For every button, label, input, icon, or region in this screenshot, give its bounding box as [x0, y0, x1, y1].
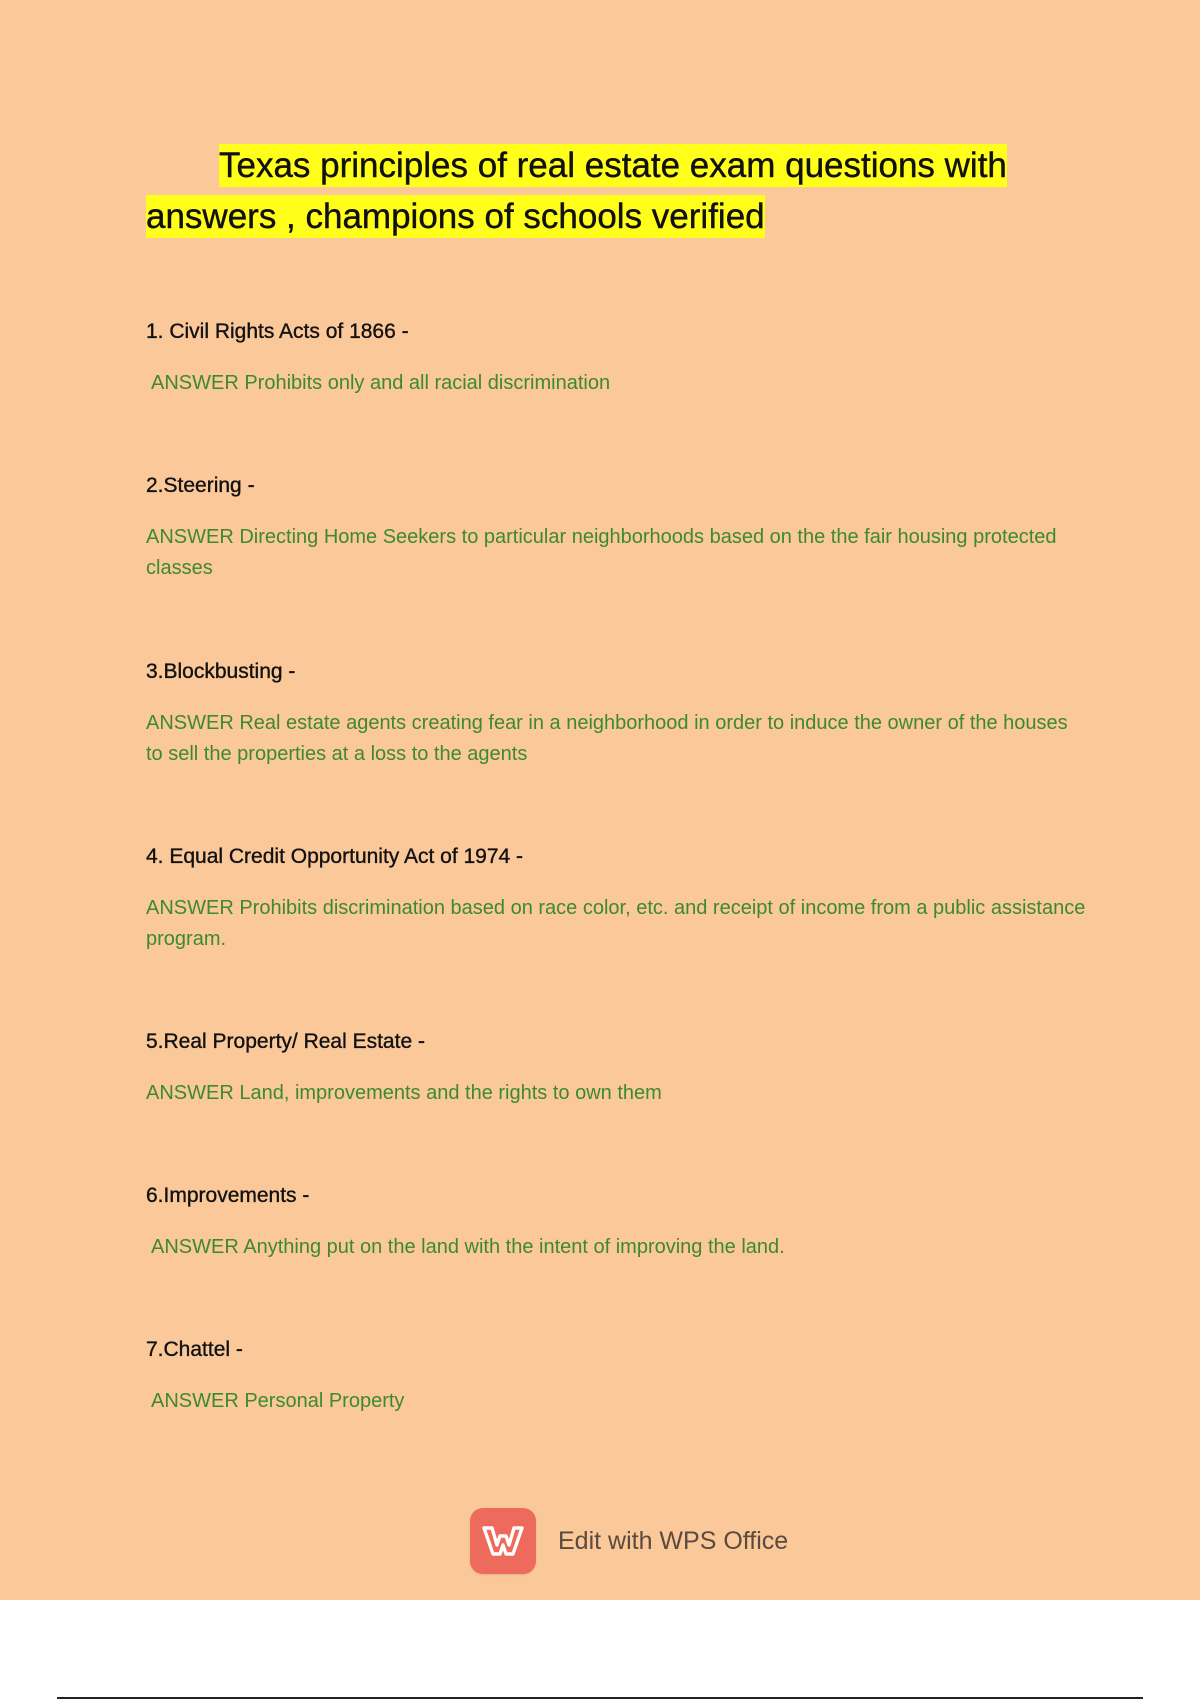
question-text: 1. Civil Rights Acts of 1866 -	[146, 320, 409, 343]
qa-item-1	[146, 318, 1086, 399]
qa-item-5	[146, 1028, 1086, 1109]
answer-text: ANSWER Prohibits discrimination based on race color, etc. and receipt of income from a public assistance program.	[146, 897, 1086, 950]
document-title	[146, 140, 1076, 242]
wps-office-logo-icon	[470, 1508, 536, 1574]
footer-divider	[57, 1697, 1143, 1699]
wps-badge-label: Edit with WPS Office	[558, 1526, 789, 1555]
answer-text: ANSWER Anything put on the land with the intent of improving the land.	[151, 1236, 785, 1258]
qa-item-7	[146, 1336, 1086, 1417]
qa-item-4	[146, 843, 1086, 955]
question-text: 2.Steering -	[146, 474, 255, 497]
answer-text: ANSWER Real estate agents creating fear in a neighborhood in order to induce the owner of the houses to sell the properties at a loss to the agents	[146, 712, 1068, 765]
answer-text: ANSWER Prohibits only and all racial discrimination	[151, 372, 611, 394]
answer-text: ANSWER Directing Home Seekers to particular neighborhoods based on the the fair housing protected classes	[146, 526, 1057, 579]
answer-text: ANSWER Personal Property	[151, 1390, 405, 1412]
question-text: 4. Equal Credit Opportunity Act of 1974 -	[146, 845, 524, 868]
qa-item-2	[146, 472, 1086, 584]
title-highlight: Texas principles of real estate exam questions with answers , champions of schools verified	[146, 146, 1007, 236]
answer-text: ANSWER Land, improvements and the rights to own them	[146, 1082, 662, 1104]
qa-item-3	[146, 658, 1086, 770]
qa-item-6	[146, 1182, 1086, 1263]
edit-with-wps-office-badge[interactable]	[470, 1508, 788, 1574]
question-text: 7.Chattel -	[146, 1338, 243, 1361]
question-text: 5.Real Property/ Real Estate -	[146, 1030, 425, 1053]
question-text: 3.Blockbusting -	[146, 660, 296, 683]
question-text: 6.Improvements -	[146, 1184, 310, 1207]
